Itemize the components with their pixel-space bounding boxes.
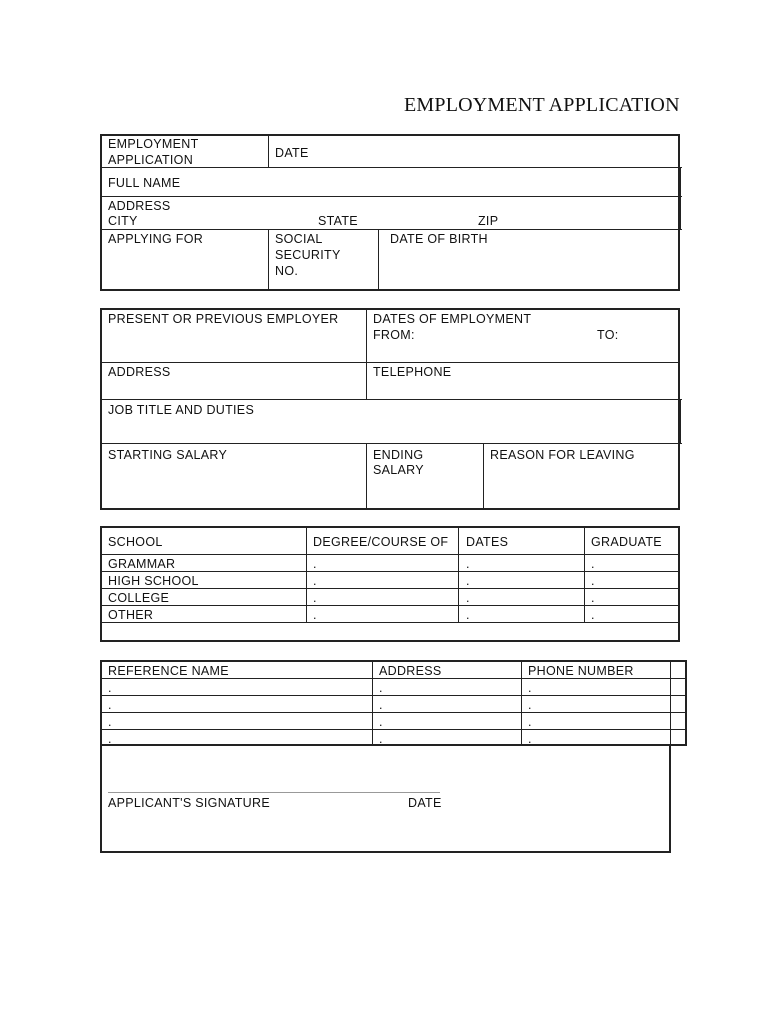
- divider: [306, 526, 307, 623]
- education-cell[interactable]: .: [313, 591, 317, 605]
- school-header: SCHOOL: [108, 535, 163, 549]
- divider: [680, 167, 681, 229]
- divider: [366, 308, 367, 400]
- education-cell[interactable]: .: [591, 557, 595, 571]
- divider: [483, 443, 484, 509]
- employer-address-field[interactable]: ADDRESS: [108, 365, 171, 379]
- divider: [372, 660, 373, 746]
- divider: [100, 362, 680, 363]
- reference-cell[interactable]: .: [379, 732, 383, 746]
- divider: [458, 526, 459, 623]
- applicant-signature-label: APPLICANT'S SIGNATURE: [108, 796, 270, 810]
- divider: [100, 729, 687, 730]
- school-row-college: COLLEGE: [108, 591, 170, 605]
- reason-for-leaving-field[interactable]: REASON FOR LEAVING: [490, 448, 635, 462]
- divider: [100, 695, 687, 696]
- education-cell[interactable]: .: [466, 608, 470, 622]
- divider: [100, 443, 682, 444]
- to-field[interactable]: TO:: [597, 328, 619, 342]
- divider: [100, 399, 682, 400]
- divider: [268, 229, 269, 290]
- reference-cell[interactable]: .: [528, 681, 532, 695]
- employment-application-label: EMPLOYMENT: [108, 137, 199, 151]
- education-cell[interactable]: .: [313, 574, 317, 588]
- education-cell[interactable]: .: [313, 557, 317, 571]
- employer-field[interactable]: PRESENT OR PREVIOUS EMPLOYER: [108, 312, 339, 326]
- degree-header: DEGREE/COURSE OF: [313, 535, 449, 549]
- divider: [584, 526, 585, 623]
- from-field[interactable]: FROM:: [373, 328, 415, 342]
- divider: [670, 660, 671, 746]
- address-field[interactable]: ADDRESS: [108, 199, 171, 213]
- job-title-field[interactable]: JOB TITLE AND DUTIES: [108, 403, 255, 417]
- zip-field[interactable]: ZIP: [478, 214, 499, 228]
- city-field[interactable]: CITY: [108, 214, 138, 228]
- dates-of-employment-label: DATES OF EMPLOYMENT: [373, 312, 532, 326]
- divider: [268, 134, 269, 168]
- employment-application-label-2: APPLICATION: [108, 153, 194, 167]
- divider: [100, 196, 682, 197]
- divider: [100, 554, 680, 555]
- date-field[interactable]: DATE: [275, 146, 309, 160]
- divider: [378, 229, 379, 290]
- education-cell[interactable]: .: [591, 608, 595, 622]
- reference-name-header: REFERENCE NAME: [108, 664, 229, 678]
- education-cell[interactable]: .: [591, 574, 595, 588]
- education-cell[interactable]: .: [466, 591, 470, 605]
- ssn-label-3: NO.: [275, 264, 299, 278]
- education-cell[interactable]: .: [313, 608, 317, 622]
- education-cell[interactable]: .: [466, 557, 470, 571]
- graduate-header: GRADUATE: [591, 535, 662, 549]
- full-name-field[interactable]: FULL NAME: [108, 176, 181, 190]
- dob-field[interactable]: DATE OF BIRTH: [390, 232, 488, 246]
- page-title: EMPLOYMENT APPLICATION: [404, 94, 680, 116]
- ending-salary-label-2: SALARY: [373, 463, 424, 477]
- applying-for-field[interactable]: APPLYING FOR: [108, 232, 204, 246]
- school-row-grammar: GRAMMAR: [108, 557, 176, 571]
- divider: [100, 229, 682, 230]
- divider: [366, 443, 367, 509]
- reference-cell[interactable]: .: [379, 715, 383, 729]
- education-cell[interactable]: .: [591, 591, 595, 605]
- reference-cell[interactable]: .: [528, 698, 532, 712]
- reference-address-header: ADDRESS: [379, 664, 442, 678]
- dates-header: DATES: [466, 535, 509, 549]
- school-row-high-school: HIGH SCHOOL: [108, 574, 199, 588]
- ssn-field[interactable]: SOCIAL: [275, 232, 323, 246]
- reference-cell[interactable]: .: [108, 681, 112, 695]
- telephone-field[interactable]: TELEPHONE: [373, 365, 452, 379]
- reference-cell[interactable]: .: [528, 715, 532, 729]
- reference-cell[interactable]: .: [379, 681, 383, 695]
- divider: [100, 712, 687, 713]
- signature-line[interactable]: [108, 792, 440, 793]
- reference-cell[interactable]: .: [528, 732, 532, 746]
- signature-date-label: DATE: [408, 796, 442, 810]
- education-cell[interactable]: .: [466, 574, 470, 588]
- reference-cell[interactable]: .: [108, 732, 112, 746]
- divider: [521, 660, 522, 746]
- reference-phone-header: PHONE NUMBER: [528, 664, 634, 678]
- school-row-other: OTHER: [108, 608, 154, 622]
- ending-salary-field[interactable]: ENDING: [373, 448, 424, 462]
- state-field[interactable]: STATE: [318, 214, 358, 228]
- reference-cell[interactable]: .: [379, 698, 383, 712]
- reference-cell[interactable]: .: [108, 698, 112, 712]
- ssn-label-2: SECURITY: [275, 248, 341, 262]
- starting-salary-field[interactable]: STARTING SALARY: [108, 448, 228, 462]
- divider: [680, 399, 681, 444]
- reference-cell[interactable]: .: [108, 715, 112, 729]
